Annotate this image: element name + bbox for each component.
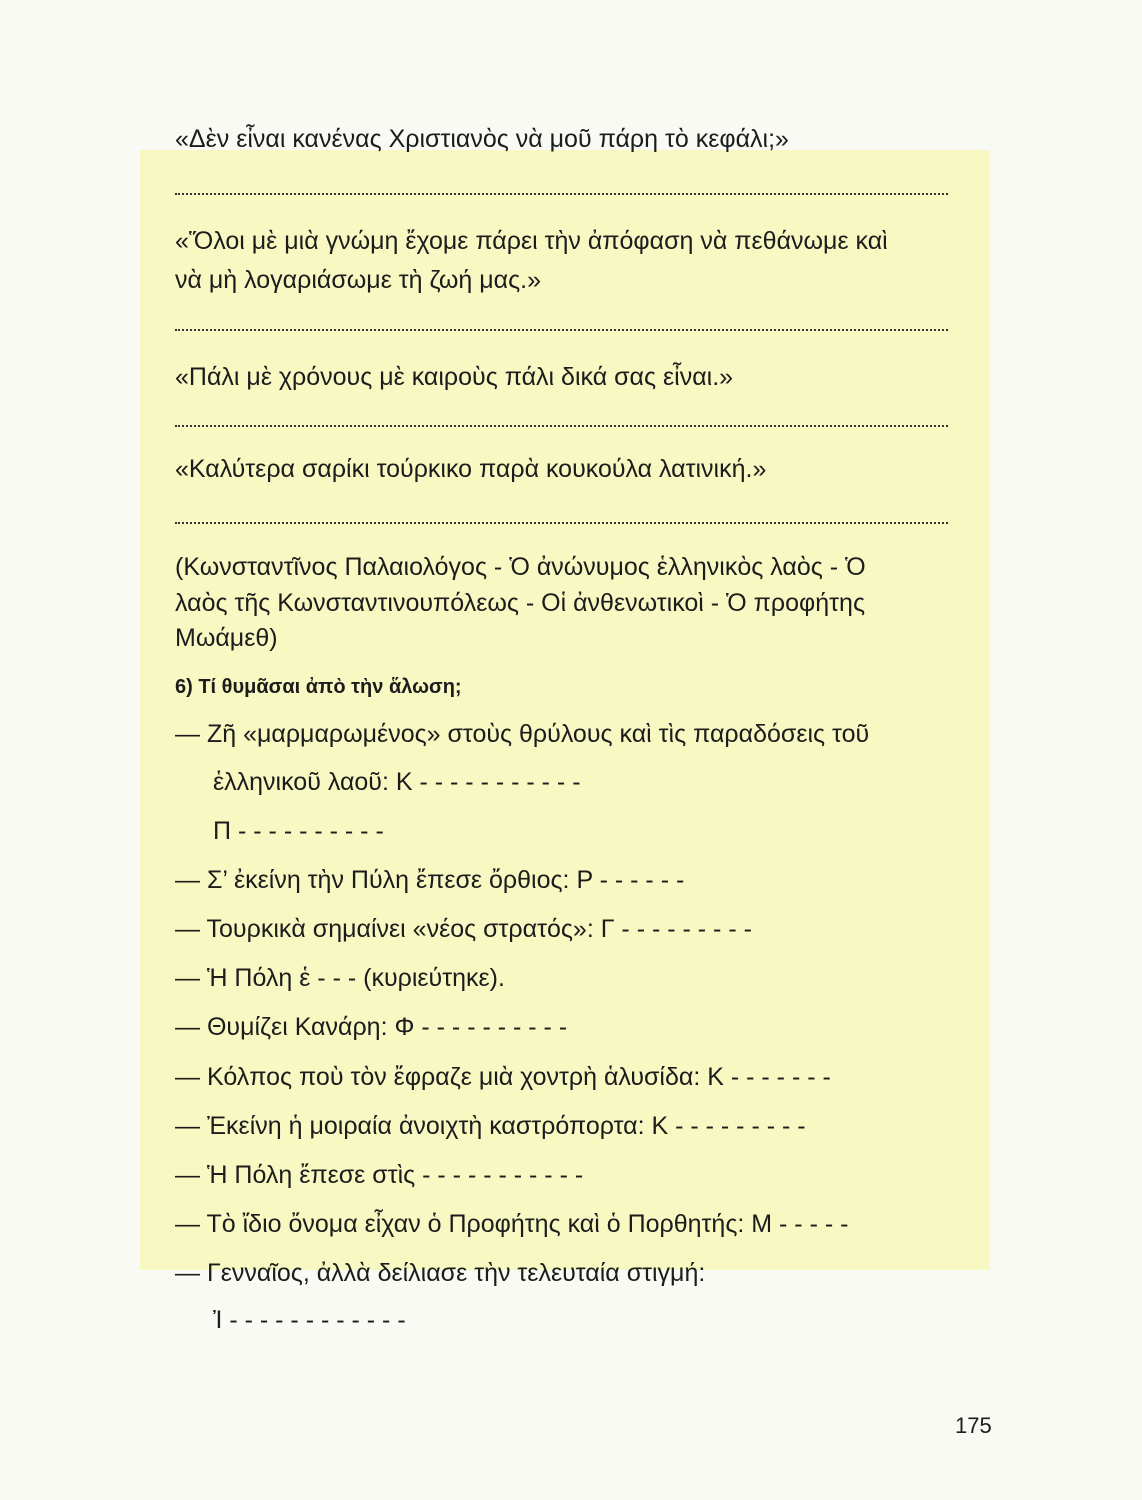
answer-line-1 xyxy=(175,193,948,195)
item-3: — Τουρκικὰ σημαίνει «νέος στρατός»: Γ - - - - - - - - - xyxy=(175,915,752,943)
answer-line-2 xyxy=(175,329,948,331)
answer-line-4 xyxy=(175,522,948,524)
item-9: — Τὸ ἴδιο ὄνομα εἶχαν ὁ Προφήτης καὶ ὁ Πορθητής: Μ - - - - - xyxy=(175,1210,849,1238)
options-line-3: Μωάμεθ) xyxy=(175,624,278,652)
item-1-answer-p: Π - - - - - - - - - - xyxy=(213,817,384,845)
quote-3: «Πάλι μὲ χρόνους μὲ καιροὺς πάλι δικά σας εἶναι.» xyxy=(175,363,734,391)
options-line-2: λαὸς τῆς Κωνσταντινουπόλεως - Οἱ ἀνθενωτικοὶ - Ὁ προφήτης xyxy=(175,589,865,617)
answer-line-3 xyxy=(175,425,948,427)
quote-2-line-2: νὰ μὴ λογαριάσωμε τὴ ζωή μας.» xyxy=(175,266,542,294)
item-4: — Ἡ Πόλη ἑ - - - (κυριεύτηκε). xyxy=(175,964,505,992)
quote-1: «Δὲν εἶναι κανένας Χριστιανὸς νὰ μοῦ πάρη τὸ κεφάλι;» xyxy=(175,125,789,153)
item-1-answer-k: ἑλληνικοῦ λαοῦ: Κ - - - - - - - - - - - xyxy=(213,768,581,796)
item-1: — Ζῆ «μαρμαρωμένος» στοὺς θρύλους καὶ τὶς παραδόσεις τοῦ xyxy=(175,720,870,748)
item-10-answer: Ἰ - - - - - - - - - - - - xyxy=(213,1306,406,1334)
options-line-1: (Κωνσταντῖνος Παλαιολόγος - Ὁ ἀνώνυμος ἑλληνικὸς λαὸς - Ὁ xyxy=(175,553,866,581)
item-6: — Κόλπος ποὺ τὸν ἔφραζε μιὰ χοντρὴ ἁλυσίδα: Κ - - - - - - - xyxy=(175,1063,831,1091)
item-2: — Σ’ ἐκείνη τὴν Πύλη ἔπεσε ὄρθιος: Ρ - - - - - - xyxy=(175,866,685,894)
item-5: — Θυμίζει Κανάρη: Φ - - - - - - - - - - xyxy=(175,1013,568,1041)
item-8: — Ἡ Πόλη ἔπεσε στὶς - - - - - - - - - - - xyxy=(175,1161,584,1189)
item-7: — Ἐκείνη ἡ μοιραία ἀνοιχτὴ καστρόπορτα: Κ - - - - - - - - - xyxy=(175,1112,806,1140)
page-number: 175 xyxy=(955,1413,992,1438)
question-heading: 6) Τί θυμᾶσαι ἀπὸ τὴν ἅλωση; xyxy=(175,676,462,698)
quote-2-line-1: «Ὅλοι μὲ μιὰ γνώμη ἔχομε πάρει τὴν ἀπόφαση νὰ πεθάνωμε καὶ xyxy=(175,227,888,255)
quote-4: «Καλύτερα σαρίκι τούρκικο παρὰ κουκούλα λατινική.» xyxy=(175,455,767,483)
item-10: — Γενναῖος, ἀλλὰ δείλιασε τὴν τελευταία στιγμή: xyxy=(175,1259,706,1287)
